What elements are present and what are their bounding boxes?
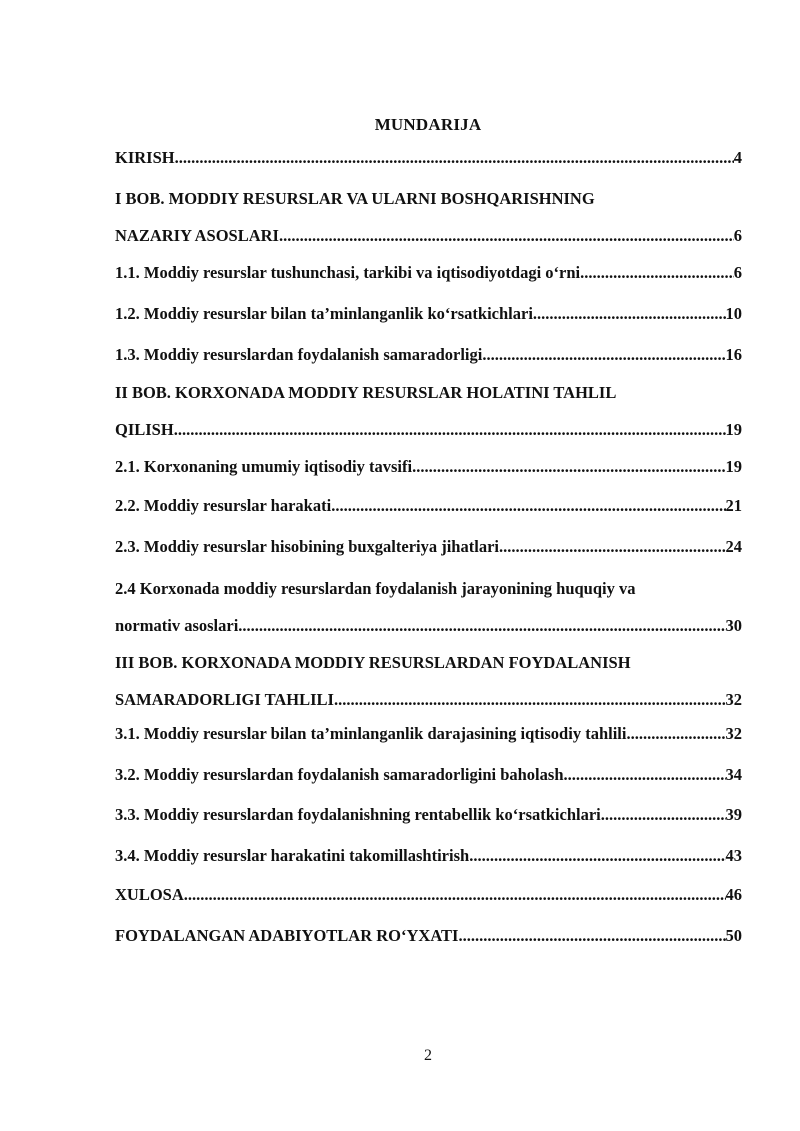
dot-leader bbox=[238, 615, 725, 637]
toc-entry-line bbox=[115, 723, 742, 745]
toc-entry-line bbox=[115, 225, 742, 247]
toc-entry[interactable] bbox=[115, 536, 742, 558]
toc-page-number: 6 bbox=[733, 263, 742, 282]
toc-entry[interactable] bbox=[115, 495, 742, 517]
toc-entry[interactable] bbox=[115, 652, 742, 711]
toc-entry[interactable] bbox=[115, 764, 742, 786]
dot-leader bbox=[279, 225, 734, 247]
toc-entry[interactable] bbox=[115, 884, 742, 906]
toc-entry-line bbox=[115, 382, 742, 404]
toc-page-number: 6 bbox=[733, 226, 742, 245]
toc-entry-title: KIRISH bbox=[115, 148, 175, 167]
dot-leader bbox=[174, 419, 726, 441]
toc-entry[interactable] bbox=[115, 845, 742, 867]
toc-entry-line bbox=[115, 884, 742, 906]
dot-leader bbox=[469, 845, 725, 867]
toc-entry-title: NAZARIY ASOSLARI bbox=[115, 226, 279, 245]
dot-leader bbox=[564, 764, 726, 786]
toc-page-number: 21 bbox=[725, 496, 742, 515]
toc-entry-line bbox=[115, 188, 742, 210]
toc-entry[interactable] bbox=[115, 344, 742, 366]
toc-page-number: 19 bbox=[725, 420, 742, 439]
page-number: 2 bbox=[424, 1047, 432, 1064]
toc-entry-title: 2.3. Moddiy resurslar hisobining buxgalteriya jihatlari bbox=[115, 537, 499, 556]
toc-entry-line bbox=[115, 147, 742, 169]
dot-leader bbox=[331, 495, 725, 517]
toc-entry[interactable] bbox=[115, 804, 742, 826]
dot-leader bbox=[533, 303, 726, 325]
toc-entry-line bbox=[115, 303, 742, 325]
toc-entry[interactable] bbox=[115, 578, 742, 637]
toc-entry-title: XULOSA bbox=[115, 885, 184, 904]
toc-entry-line bbox=[115, 804, 742, 826]
toc-page-number: 19 bbox=[725, 457, 742, 476]
toc-entry-line bbox=[115, 456, 742, 478]
toc-entry-line bbox=[115, 262, 742, 284]
dot-leader bbox=[334, 689, 726, 711]
toc-entry-line bbox=[115, 845, 742, 867]
toc-entry-line bbox=[115, 615, 742, 637]
toc-entry-line bbox=[115, 578, 742, 600]
toc-entry-title: 3.3. Moddiy resurslardan foydalanishning rentabellik ko‘rsatkichlari bbox=[115, 805, 601, 824]
toc-page-number: 32 bbox=[725, 690, 742, 709]
dot-leader bbox=[412, 456, 725, 478]
toc-page-number: 50 bbox=[725, 926, 742, 945]
dot-leader bbox=[175, 147, 734, 169]
toc-page-number: 34 bbox=[725, 765, 742, 784]
toc-page-number: 24 bbox=[725, 537, 742, 556]
toc-entry-title: 3.2. Moddiy resurslardan foydalanish samaradorligini baholash bbox=[115, 765, 564, 784]
toc-page-number: 4 bbox=[733, 148, 742, 167]
toc-page-number: 16 bbox=[725, 345, 742, 364]
toc-entry-title: II BOB. KORXONADA MODDIY RESURSLAR HOLATINI TAHLIL bbox=[115, 383, 617, 402]
toc-page-number: 30 bbox=[725, 616, 742, 635]
toc-entry-line bbox=[115, 925, 742, 947]
dot-leader bbox=[184, 884, 726, 906]
dot-leader bbox=[626, 723, 725, 745]
toc-entry[interactable] bbox=[115, 723, 742, 745]
toc-entry-line bbox=[115, 495, 742, 517]
toc-entry-title: FOYDALANGAN ADABIYOTLAR RO‘YXATI bbox=[115, 926, 459, 945]
toc-entry-title: 2.2. Moddiy resurslar harakati bbox=[115, 496, 332, 515]
toc-entry[interactable] bbox=[115, 303, 742, 325]
toc-entry[interactable] bbox=[115, 147, 742, 169]
toc-entry-title: 3.4. Moddiy resurslar harakatini takomillashtirish bbox=[115, 846, 470, 865]
toc-entry-title: 1.2. Moddiy resurslar bilan ta’minlanganlik ko‘rsatkichlari bbox=[115, 304, 533, 323]
toc-page-number: 32 bbox=[725, 724, 742, 743]
toc-entry-title: 2.4 Korxonada moddiy resurslardan foydalanish jarayonining huquqiy va bbox=[115, 579, 636, 598]
toc-entry-title: I BOB. MODDIY RESURSLAR VA ULARNI BOSHQARISHNING bbox=[115, 189, 595, 208]
toc-entry[interactable] bbox=[115, 262, 742, 284]
toc-entry-title: normativ asoslari bbox=[115, 616, 239, 635]
dot-leader bbox=[458, 925, 725, 947]
toc-title: MUNDARIJA bbox=[374, 115, 482, 134]
toc-page-number: 43 bbox=[725, 846, 742, 865]
toc-page-number: 46 bbox=[725, 885, 742, 904]
toc-entry-title: 2.1. Korxonaning umumiy iqtisodiy tavsifi bbox=[115, 457, 413, 476]
toc-entry-line bbox=[115, 652, 742, 674]
dot-leader bbox=[601, 804, 726, 826]
toc-entry-line bbox=[115, 764, 742, 786]
toc-entry-line bbox=[115, 689, 742, 711]
toc-entry-line bbox=[115, 536, 742, 558]
toc-entry-line bbox=[115, 344, 742, 366]
toc-entry[interactable] bbox=[115, 188, 742, 247]
toc-entry[interactable] bbox=[115, 382, 742, 441]
toc-entry-title: SAMARADORLIGI TAHLILI bbox=[115, 690, 334, 709]
toc-entry-title: 3.1. Moddiy resurslar bilan ta’minlanganlik darajasining iqtisodiy tahlili bbox=[115, 724, 627, 743]
toc-entry-line bbox=[115, 419, 742, 441]
toc-entry[interactable] bbox=[115, 925, 742, 947]
dot-leader bbox=[499, 536, 726, 558]
dot-leader bbox=[482, 344, 725, 366]
toc-entry-title: III BOB. KORXONADA MODDIY RESURSLARDAN FOYDALANISH bbox=[115, 653, 631, 672]
toc-entry[interactable] bbox=[115, 456, 742, 478]
dot-leader bbox=[580, 262, 734, 284]
toc-entry-title: 1.3. Moddiy resurslardan foydalanish samaradorligi bbox=[115, 345, 483, 364]
toc-page-number: 10 bbox=[725, 304, 742, 323]
toc-entry-title: 1.1. Moddiy resurslar tushunchasi, tarkibi va iqtisodiyotdagi o‘rni bbox=[115, 263, 581, 282]
toc-entry-title: QILISH bbox=[115, 420, 174, 439]
toc-page-number: 39 bbox=[725, 805, 742, 824]
